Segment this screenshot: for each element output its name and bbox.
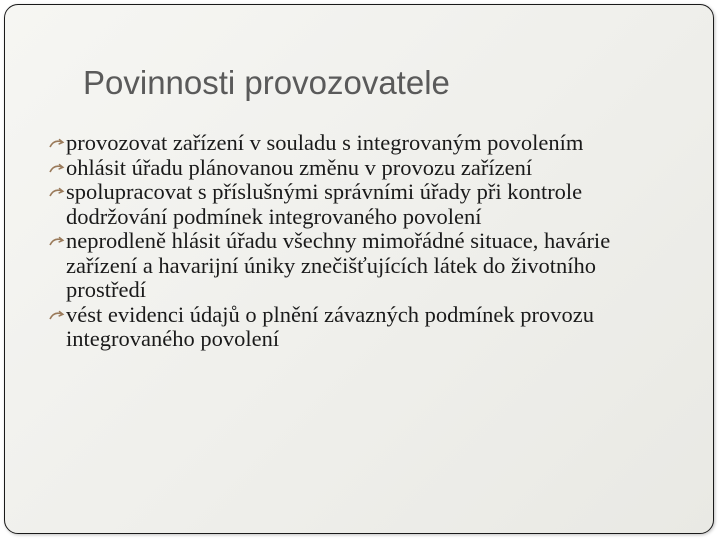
bullet-text: neprodleně hlásit úřadu všechny mimořádné situace, havárie zařízení a havarijní úniky znečišťujících látek do životního prostředí xyxy=(66,228,611,302)
bullet-item xyxy=(48,131,648,156)
bullet-text: spolupracovat s příslušnými správními úřady při kontrole dodržování podmínek integrovaného povolení xyxy=(66,179,583,229)
curved-arrow-bullet-icon xyxy=(48,234,66,248)
bullet-list xyxy=(48,131,648,352)
curved-arrow-bullet-icon xyxy=(48,308,66,322)
curved-arrow-bullet-icon xyxy=(48,185,66,199)
bullet-item xyxy=(48,303,648,352)
slide-frame xyxy=(4,4,714,534)
curved-arrow-bullet-icon xyxy=(48,161,66,175)
bullet-item xyxy=(48,180,648,229)
bullet-item xyxy=(48,229,648,303)
bullet-text: provozovat zařízení v souladu s integrovaným povolením xyxy=(66,130,584,155)
curved-arrow-bullet-icon xyxy=(48,136,66,150)
slide-title: Povinnosti provozovatele xyxy=(83,64,450,101)
bullet-text: vést evidenci údajů o plnění závazných podmínek provozu integrovaného povolení xyxy=(66,301,594,351)
bullet-text: ohlásit úřadu plánovanou změnu v provozu zařízení xyxy=(66,154,533,180)
bullet-item xyxy=(48,156,648,181)
